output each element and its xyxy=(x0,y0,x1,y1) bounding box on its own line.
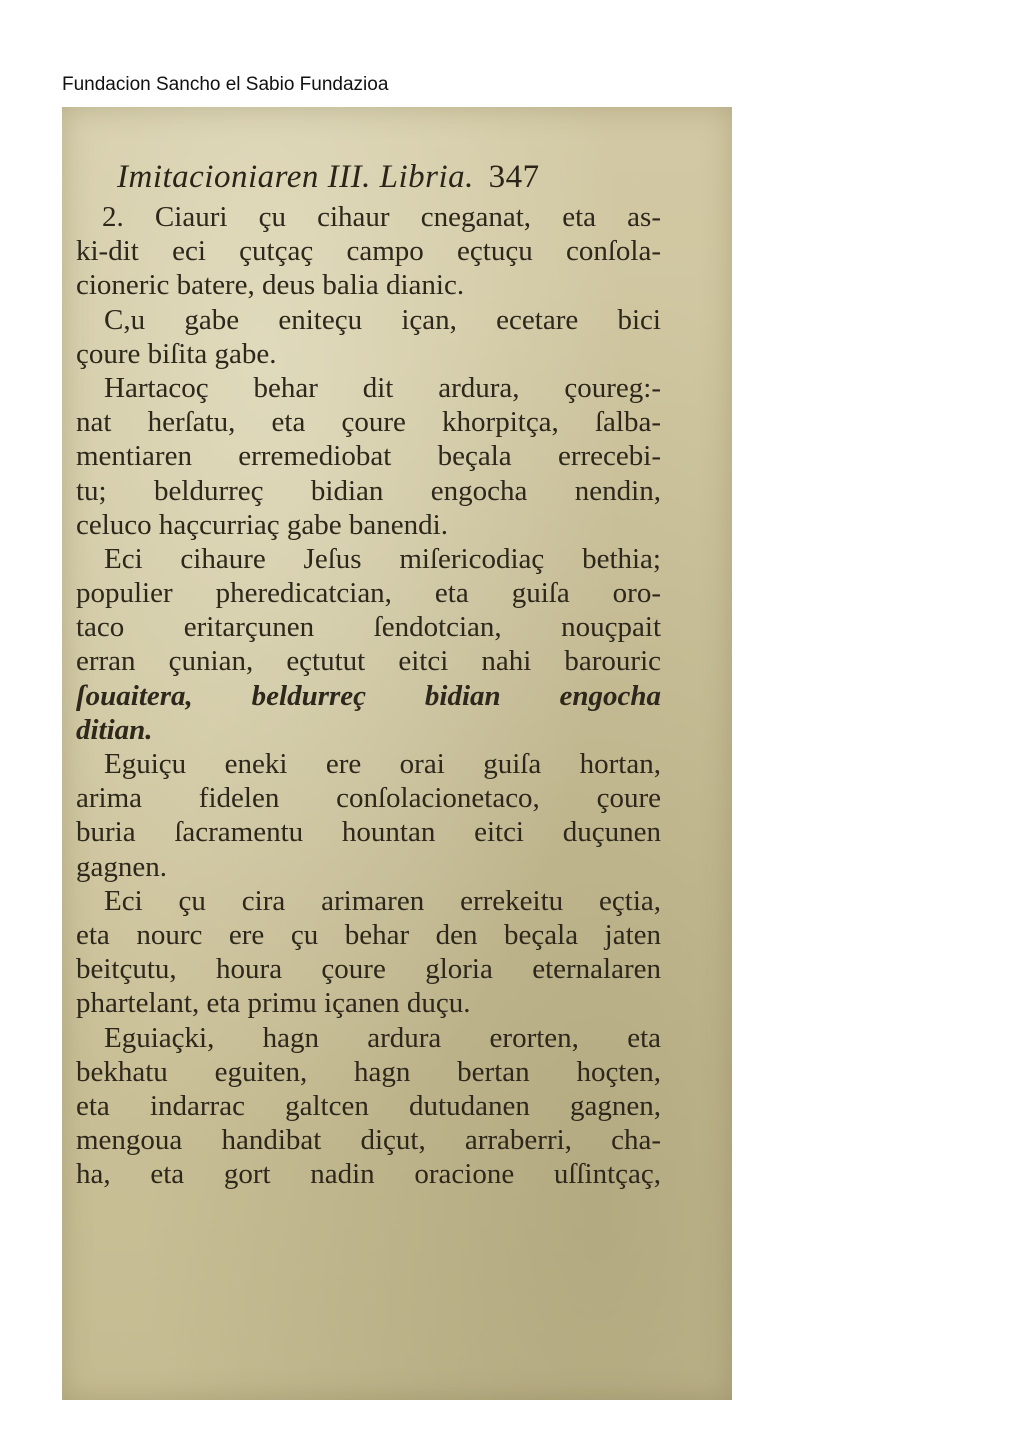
text-line: Eci çu cira arimaren errekeitu eçtia, xyxy=(104,884,661,917)
text-line: phartelant, eta primu içanen duçu. xyxy=(76,987,471,1020)
text-line: mentiaren erremediobat beçala errecebi- xyxy=(76,440,661,473)
text-line: mengoua handibat diçut, arraberri, cha- xyxy=(76,1124,661,1157)
text-line: arima fidelen conſolacionetaco, çoure xyxy=(76,782,661,815)
text-line: celuco haçcurriaç gabe banendi. xyxy=(76,508,448,541)
text-line: gagnen. xyxy=(76,850,167,883)
source-label: Fundacion Sancho el Sabio Fundazioa xyxy=(62,74,389,95)
running-head-title: Imitacioniaren III. Libria. xyxy=(117,159,474,195)
text-line: erran çunian, eçtutut eitci nahi barouric xyxy=(76,645,661,678)
text-line: tu; beldurreç bidian engocha nendin, xyxy=(76,474,661,507)
text-line: taco eritarçunen ſendotcian, nouçpait xyxy=(76,611,661,644)
text-line: buria ſacramentu hountan eitci duçunen xyxy=(76,816,661,849)
text-line: eta nourc ere çu behar den beçala jaten xyxy=(76,918,661,951)
text-line: eta indarrac galtcen dutudanen gagnen, xyxy=(76,1089,661,1122)
text-line: ha, eta gort nadin oracione uſſintçaç, xyxy=(76,1158,661,1191)
text-line: ki-dit eci çutçaç campo eçtuçu conſola- xyxy=(76,235,661,268)
text-line: populier pheredicatcian, eta guiſa oro- xyxy=(76,577,661,610)
text-line: ſouaitera, beldurreç bidian engocha xyxy=(76,679,661,712)
running-head xyxy=(117,159,707,196)
text-line: çoure biſita gabe. xyxy=(76,337,277,370)
text-line: beitçutu, houra çoure gloria eternalaren xyxy=(76,953,661,986)
text-line: Eci cihaure Jeſus miſericodiaç bethia; xyxy=(104,542,661,575)
scanned-page xyxy=(62,107,732,1400)
text-line: 2. Ciauri çu cihaur cneganat, eta as- xyxy=(102,201,661,233)
text-line: Eguiçu eneki ere orai guiſa hortan, xyxy=(104,748,661,780)
text-line: Eguiaçki, hagn ardura erorten, eta xyxy=(104,1021,661,1054)
body-text xyxy=(76,200,661,1191)
text-line: nat herſatu, eta çoure khorpitça, ſalba- xyxy=(76,406,661,439)
text-line: bekhatu eguiten, hagn bertan hoçten, xyxy=(76,1055,661,1088)
page-number: 347 xyxy=(488,159,540,195)
text-line: Hartacoç behar dit ardura, çoureg:- xyxy=(104,371,661,404)
text-line: ditian. xyxy=(76,713,153,746)
text-line: C,u gabe eniteçu içan, ecetare bici xyxy=(104,303,661,336)
text-line: cioneric batere, deus balia dianic. xyxy=(76,269,465,302)
